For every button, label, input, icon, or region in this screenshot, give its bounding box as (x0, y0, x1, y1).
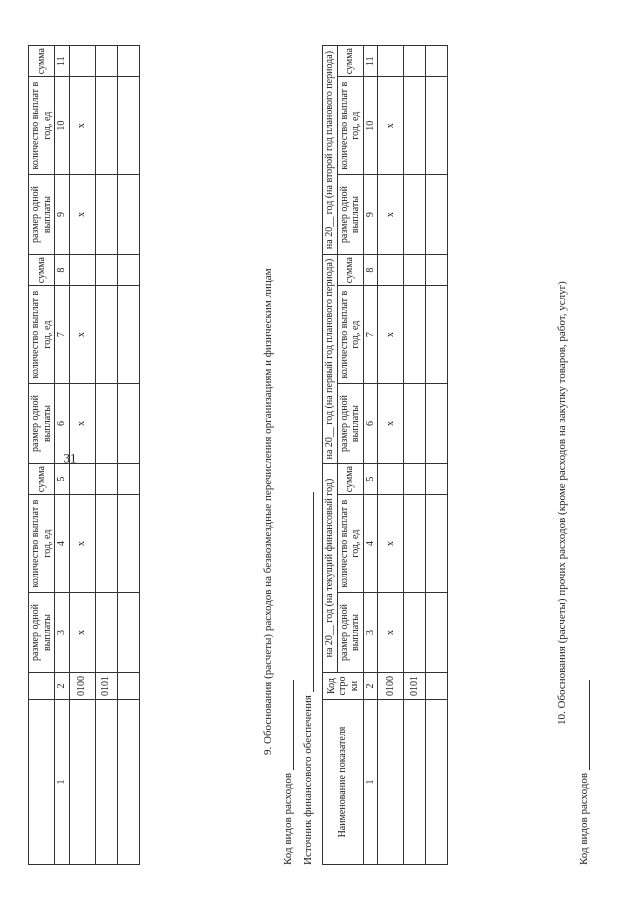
year1-header: на 20__ год (на текущий финансовый год) (323, 464, 338, 673)
section10-title: 10. Обоснования (расчеты) прочих расходов (кроме расходов на закупку товаров, работ, услуг) (556, 281, 568, 725)
table-row: 0101 (404, 46, 426, 865)
kod-line-9 (282, 680, 294, 865)
ist-line-9 (302, 492, 314, 865)
table-continuation (28, 45, 140, 865)
kod-line-10 (578, 680, 590, 865)
col-header: размер одной выплаты (29, 384, 55, 464)
ist-label: Источник финансового обеспечения (302, 695, 314, 865)
kod-label: Код видов расходов (578, 772, 590, 865)
kod-label: Код видов расходов (282, 772, 294, 865)
col-header: размер одной выплаты (29, 592, 55, 672)
col-header: размер одной выплаты (29, 175, 55, 255)
ist-blank (303, 492, 314, 692)
name-header: Наименование показателя (323, 700, 364, 865)
table-row: 0101 (95, 46, 117, 865)
code-header: Код стро ки (323, 673, 364, 700)
table-row (117, 46, 139, 865)
table-row (426, 46, 448, 865)
table-header-row (323, 46, 338, 865)
kod-blank (579, 680, 590, 770)
col-header: количество выплат в год, ед (29, 286, 55, 384)
col-header: сумма (29, 464, 55, 495)
col-header: количество выплат в год, ед (29, 77, 55, 175)
table-header-row (29, 46, 55, 865)
kod-blank (283, 680, 294, 770)
page-number: 31 (63, 450, 77, 466)
table-section9 (322, 45, 448, 865)
col-header: сумма (29, 46, 55, 77)
table-row: 0100 x x x x x x (69, 46, 95, 865)
table-row: 0100 x x x x x x (378, 46, 404, 865)
table-number-row: 1 2 3 4 5 6 7 8 9 10 11 (55, 46, 70, 865)
table-number-row: 1 2 3 4 5 6 7 8 9 10 11 (363, 46, 378, 865)
col-header: количество выплат в год, ед (29, 495, 55, 593)
year2-header: на 20__ год (на первый год планового периода) (323, 255, 338, 464)
year3-header: на 20__ год (на второй год планового периода) (323, 46, 338, 255)
col-header: сумма (29, 255, 55, 286)
table-subheader-row: размер одной выплаты количество выплат в год, ед сумма размер одной выплаты количество выплат в год, ед сумма размер одной выплаты количество выплат в год, ед сумма (337, 46, 363, 865)
section9-title: 9. Обоснования (расчеты) расходов на безвозмездные перечисления организациям и физическим лицам (262, 268, 274, 755)
